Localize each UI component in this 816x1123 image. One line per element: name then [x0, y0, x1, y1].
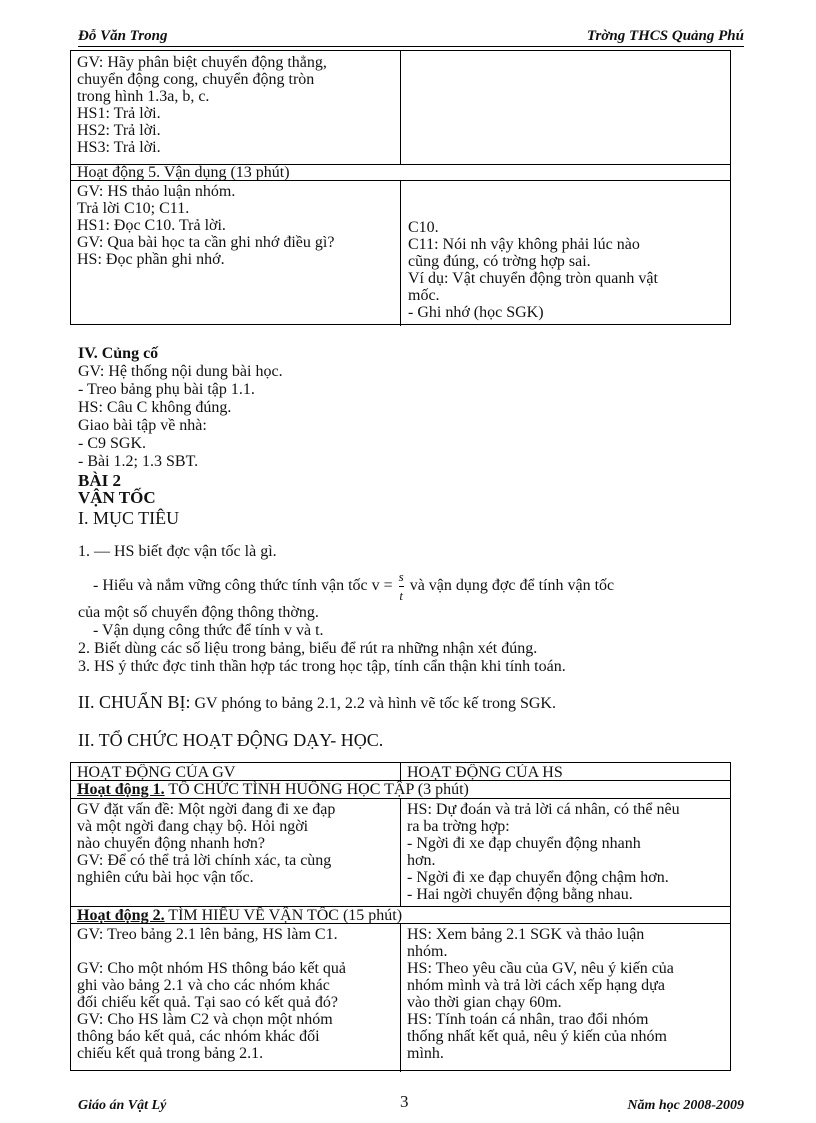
cung-co-line: GV: Hệ thống nội dung bài học.	[78, 363, 283, 380]
lesson-title: VẬN TỐC	[78, 488, 156, 507]
table1-line: C10.	[408, 219, 439, 236]
muc-tieu-title: I. MỤC TIÊU	[78, 508, 180, 528]
table1-line: HS2: Trả lời.	[77, 122, 161, 139]
table2-line: - Hai ngời chuyển động bằng nhau.	[407, 886, 633, 903]
formula-text: - Hiểu và nắm vững công thức tính vận tốc v =	[93, 577, 393, 595]
page-header	[78, 26, 744, 47]
activity5-heading: Hoạt động 5. Vận dụng (13 phút)	[77, 164, 290, 181]
activity1-hs	[407, 801, 727, 903]
muc-tieu-line-2	[93, 570, 614, 603]
page-footer	[78, 1092, 744, 1118]
chuan-bi	[78, 693, 556, 713]
table2-line: GV: Treo bảng 2.1 lên bảng, HS làm C1.	[77, 926, 338, 943]
fraction-denominator: t	[399, 588, 403, 603]
footer-school-year: Năm học 2008-2009	[627, 1098, 744, 1113]
table1-line: mốc.	[408, 287, 440, 304]
column-header-hs: HOẠT ĐỘNG CỦA HS	[407, 764, 563, 781]
table2-line: thông báo kết quả, các nhóm khác đối	[77, 1028, 320, 1045]
activity-table-top	[70, 50, 731, 325]
chuan-bi-title: II. CHUẨN BỊ:	[78, 692, 191, 712]
cung-co-line: - Treo bảng phụ bài tập 1.1.	[78, 381, 255, 398]
table1-line: chuyển động cong, chuyển động tròn	[77, 71, 315, 88]
table1-row1-left	[77, 54, 395, 156]
table2-line: mình.	[407, 1045, 444, 1062]
table1-line: HS1: Trả lời.	[77, 105, 161, 122]
table1-row2-left	[77, 183, 395, 268]
table1-line: GV: Qua bài học ta cần ghi nhớ điều gì?	[77, 234, 335, 251]
table1-line: GV: Hãy phân biệt chuyển động thẳng,	[77, 54, 327, 71]
table2-line: nghiên cứu bài học vận tốc.	[77, 869, 254, 886]
table1-line: - Ghi nhớ (học SGK)	[408, 304, 544, 321]
table1-line: cũng đúng, có trờng hợp sai.	[408, 253, 591, 270]
table2-line-blank	[77, 943, 395, 960]
table2-line: - Ngời đi xe đạp chuyển động nhanh	[407, 835, 641, 852]
formula-text-tail: và vận dụng đợc để tính vận tốc	[409, 577, 615, 595]
cung-co-line: HS: Câu C không đúng.	[78, 399, 232, 416]
muc-tieu-line-4: - Vận dụng công thức để tính v và t.	[93, 622, 324, 639]
table2-line: HS: Theo yêu cầu của GV, nêu ý kiến của	[407, 960, 674, 977]
table2-line: nhóm mình và trả lời cách xếp hạng dựa	[407, 977, 665, 994]
table2-line: - Ngời đi xe đạp chuyển động chậm hơn.	[407, 869, 669, 886]
table1-line: trong hình 1.3a, b, c.	[77, 88, 210, 105]
to-chuc-title: II. TỔ CHỨC HOẠT ĐỘNG DẠY- HỌC.	[78, 730, 384, 750]
activity2-title: TÌM HIỂU VỀ VẬN TỐC (15 phút)	[164, 907, 403, 924]
activity2-heading	[77, 907, 717, 924]
table2-line: hơn.	[407, 852, 436, 869]
activity2-hs	[407, 926, 727, 1062]
table1-line: Ví dụ: Vật chuyển động tròn quanh vật	[408, 270, 658, 287]
muc-tieu-line-6: 3. HS ý thức đợc tinh thần hợp tác trong học tập, tính cẩn thận khi tính toán.	[78, 658, 566, 675]
table2-line: thống nhất kết quả, nêu ý kiến của nhóm	[407, 1028, 667, 1045]
activity1-gv	[77, 801, 395, 886]
table2-line: đối chiếu kết quả. Tại sao có kết quả đó?	[77, 994, 338, 1011]
velocity-fraction	[399, 570, 404, 603]
table2-line: GV đặt vấn đề: Một ngời đang đi xe đạp	[77, 801, 336, 818]
table1-line: GV: HS thảo luận nhóm.	[77, 183, 236, 200]
activity1-heading	[77, 781, 717, 798]
muc-tieu-line-5: 2. Biết dùng các số liệu trong bảng, biểu để rút ra những nhận xét đúng.	[78, 640, 538, 657]
table1-line: HS3: Trả lời.	[77, 139, 161, 156]
table1-line: HS: Đọc phần ghi nhớ.	[77, 251, 225, 268]
header-author: Đỗ Văn Trong	[78, 28, 168, 44]
table2-line: nào chuyển động nhanh hơn?	[77, 835, 265, 852]
table2-line: HS: Xem bảng 2.1 SGK và thảo luận	[407, 926, 645, 943]
teaching-activities-table	[70, 762, 731, 1071]
page-number: 3	[400, 1092, 409, 1111]
table2-line: ghi vào bảng 2.1 và cho các nhóm khác	[77, 977, 330, 994]
table2-line: GV: Cho một nhóm HS thông báo kết quả	[77, 960, 347, 977]
column-header-gv: HOẠT ĐỘNG CỦA GV	[77, 764, 236, 781]
table2-line: nhóm.	[407, 943, 448, 960]
cung-co-section	[78, 345, 283, 471]
table1-line: C11: Nói nh vậy không phải lúc nào	[408, 236, 640, 253]
table1-line: HS1: Đọc C10. Trả lời.	[77, 217, 226, 234]
table2-line: HS: Tính toán cá nhân, trao đổi nhóm	[407, 1011, 649, 1028]
fraction-numerator: s	[398, 569, 404, 584]
cung-co-line: - C9 SGK.	[78, 435, 147, 452]
cung-co-line: Giao bài tập về nhà:	[78, 417, 207, 434]
table1-row2-right	[408, 219, 726, 321]
lesson-number: BÀI 2	[78, 471, 121, 490]
table2-line: GV: Để có thể trả lời chính xác, ta cùng	[77, 852, 332, 869]
header-school: Trờng THCS Quảng Phú	[586, 28, 744, 44]
table2-line: HS: Dự đoán và trả lời cá nhân, có thể nêu	[407, 801, 680, 818]
chuan-bi-text: GV phóng to bảng 2.1, 2.2 và hình vẽ tốc kế trong SGK.	[194, 695, 556, 712]
footer-subject: Giáo án Vật Lý	[78, 1098, 167, 1113]
table2-line: GV: Cho HS làm C2 và chọn một nhóm	[77, 1011, 333, 1028]
table2-line: và một ngời đang chạy bộ. Hỏi ngời	[77, 818, 309, 835]
activity2-gv	[77, 926, 395, 1062]
activity1-label: Hoạt động 1.	[77, 781, 165, 798]
muc-tieu-line-3: của một số chuyển động thông thờng.	[78, 604, 319, 621]
cung-co-line: - Bài 1.2; 1.3 SBT.	[78, 453, 199, 470]
activity1-title: TỔ CHỨC TÌNH HUỐNG HỌC TẬP (3 phút)	[164, 781, 469, 798]
table1-line: Trả lời C10; C11.	[77, 200, 190, 217]
activity2-label: Hoạt động 2.	[77, 907, 165, 924]
muc-tieu-line-1: 1. — HS biết đợc vận tốc là gì.	[78, 543, 277, 560]
table2-line: ra ba trờng hợp:	[407, 818, 510, 835]
table2-line: vào thời gian chạy 60m.	[407, 994, 562, 1011]
table2-line: chiếu kết quả trong bảng 2.1.	[77, 1045, 264, 1062]
cung-co-title: IV. Củng cố	[78, 345, 159, 362]
